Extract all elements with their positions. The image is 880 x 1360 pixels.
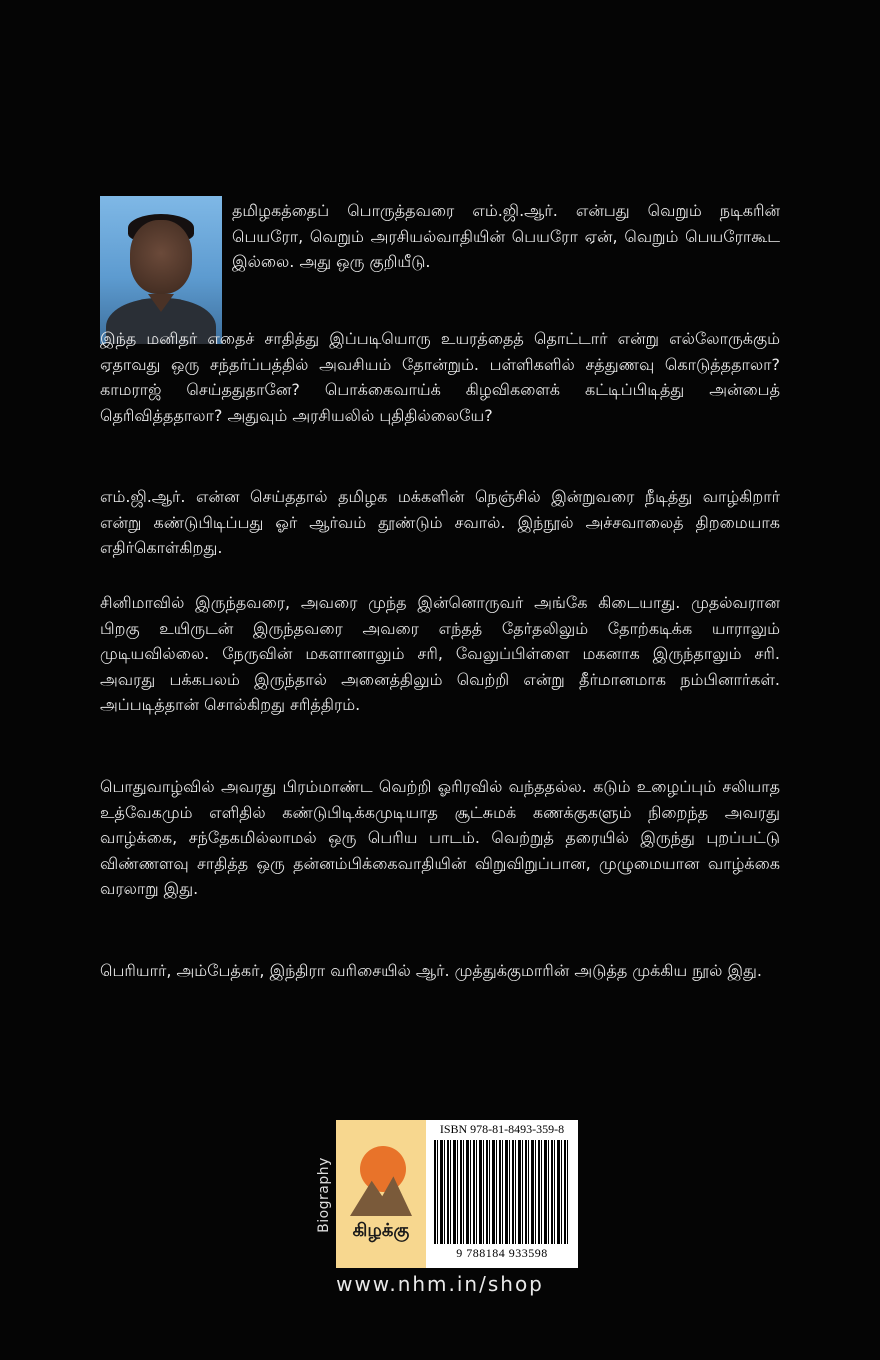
genre-label xyxy=(309,1120,339,1270)
blurb-paragraph-6: பெரியார், அம்பேத்கர், இந்திரா வரிசையில் ஆர். முத்துக்குமாரின் அடுத்த முக்கிய நூல் இது. xyxy=(100,961,762,980)
blurb-paragraph-2: இந்த மனிதர் எதைச் சாதித்து இப்படியொரு உயரத்தைத் தொட்டார் என்று எல்லோருக்கும் ஏதாவது ஒரு சந்தர்ப்பத்தில் அவசியம் தோன்றும். பள்ளிகளில் சத்துணவு கொடுத்ததாலா? காமராஜ் செய்ததுதானே? பொக்கைவாய்க் கிழவிகளைக் கட்டிப்பிடித்து அன்பைத் தெரிவித்ததாலா? அதுவும் அரசியலில் புதிதில்லையே? xyxy=(100,329,780,425)
website-url: www.nhm.in/shop xyxy=(336,1272,544,1296)
barcode-number: 9 788184 933598 xyxy=(456,1246,548,1260)
blurb-paragraph-3: எம்.ஜி.ஆர். என்ன செய்ததால் தமிழக மக்களின் நெஞ்சில் இன்றுவரை நீடித்து வாழ்கிறார் என்று கண்டுபிடிப்பது ஓர் ஆர்வம் தூண்டும் சவால். இந்நூல் அச்சவாலைத் திறமையாக எதிர்கொள்கிறது. xyxy=(100,487,780,557)
publisher-name: கிழக்கு xyxy=(352,1220,410,1241)
publisher-logo xyxy=(336,1120,426,1268)
blurb-paragraph-1: தமிழகத்தைப் பொருத்தவரை எம்.ஜி.ஆர். என்பது வெறும் நடிகரின் பெயரோ, வெறும் அரசியல்வாதியின் பெயரோ ஏன், வெறும் பெயரோகூட இல்லை. அது ஒரு குறியீடு. xyxy=(232,201,780,271)
barcode-block xyxy=(426,1120,578,1268)
sun-icon xyxy=(360,1146,406,1192)
author-face xyxy=(130,220,192,294)
barcode-icon xyxy=(434,1140,570,1244)
blurb-paragraph-4: சினிமாவில் இருந்தவரை, அவரை முந்த இன்னொருவர் அங்கே கிடையாது. முதல்வரான பிறகு உயிருடன் இருந்தவரை அவரை எந்தத் தேர்தலிலும் தோற்கடிக்க யாராலும் முடியவில்லை. நேருவின் மகளானாலும் சரி, வேலுப்பிள்ளை மகனாக இருந்தாலும் சரி. அவரது பக்கபலம் இருந்தால் அனைத்திலும் வெற்றி என்று தீர்மானமாக நம்பினார்கள். அப்படித்தான் சொல்கிறது சரித்திரம். xyxy=(100,593,780,714)
isbn-label: ISBN 978-81-8493-359-8 xyxy=(439,1122,565,1136)
blurb-paragraph-5: பொதுவாழ்வில் அவரது பிரம்மாண்ட வெற்றி ஓரிரவில் வந்ததல்ல. கடும் உழைப்பும் சலியாத உத்வேகமும் எளிதில் கண்டுபிடிக்கமுடியாத சூட்சுமக் கணக்குகளும் நிறைந்த அவரது வாழ்க்கை, சந்தேகமில்லாமல் ஒரு பெரிய பாடம். வெற்றுத் தரையில் இருந்து புறப்பட்டு விண்ணளவு சாதித்த ஒரு தன்னம்பிக்கைவாதியின் விறுவிறுப்பான, முழுமையான வாழ்க்கை வரலாறு இது. xyxy=(100,777,780,898)
author-photo xyxy=(100,196,222,344)
genre-text: Biography xyxy=(316,1157,333,1233)
